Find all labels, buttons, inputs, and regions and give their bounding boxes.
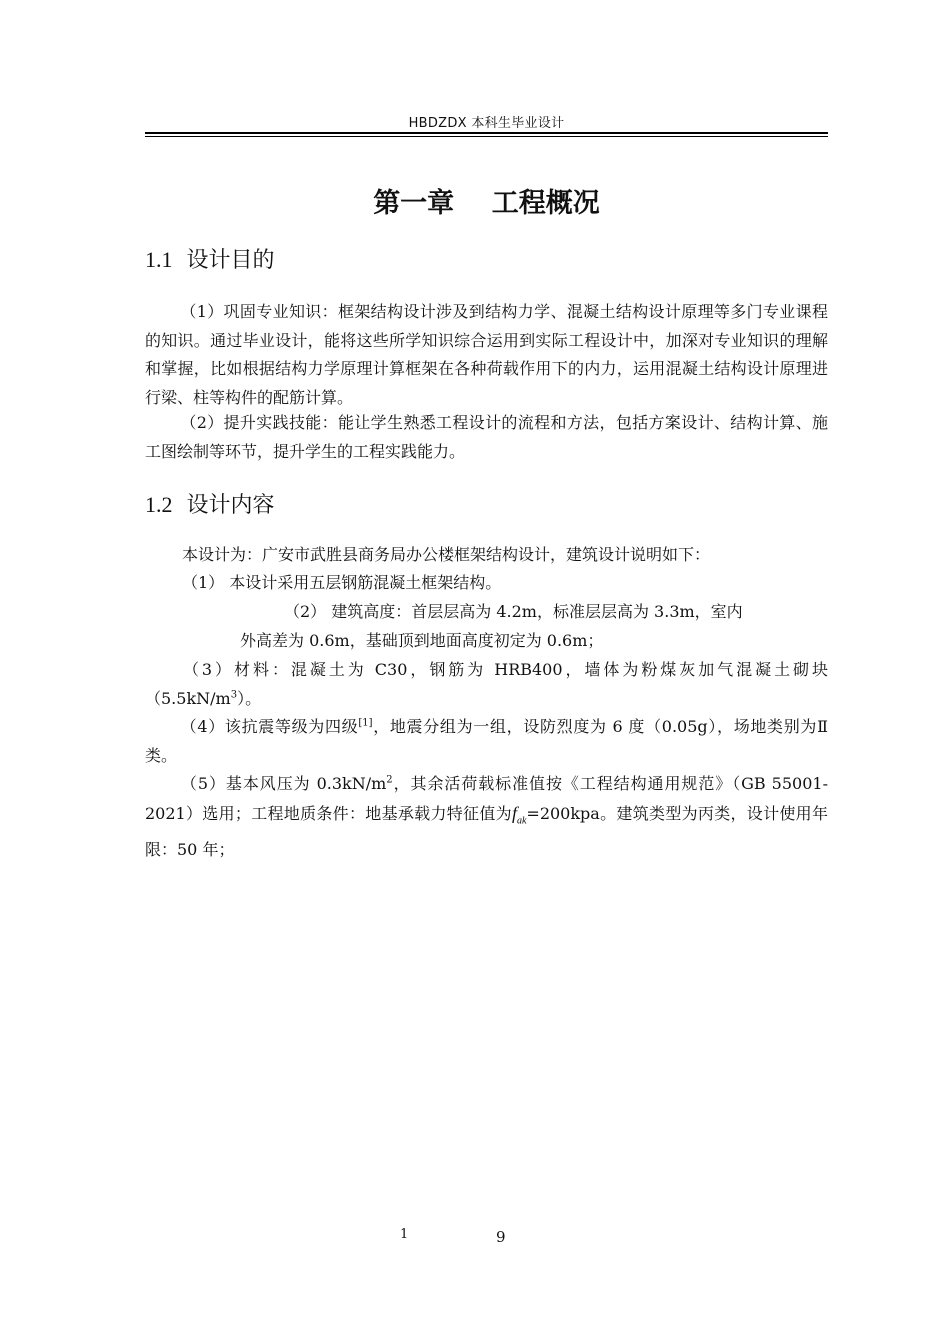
header-rule-thick bbox=[145, 132, 828, 134]
header-rule-thin bbox=[145, 136, 828, 137]
citation-ref: [1] bbox=[358, 717, 373, 729]
section-heading-1-2 bbox=[145, 488, 275, 519]
page-footer-left: 1 bbox=[400, 1227, 409, 1242]
design-intro-line: 本设计为：广安市武胜县商务局办公楼框架结构设计，建筑设计说明如下： bbox=[182, 545, 711, 564]
section-heading-1-1 bbox=[145, 243, 275, 274]
paragraph-practice-skills: （2）提升实践技能：能让学生熟悉工程设计的流程和方法，包括方案设计、结构计算、施工图绘制等环节，提升学生的工程实践能力。 bbox=[145, 413, 828, 461]
section-title: 设计内容 bbox=[186, 493, 275, 518]
chapter-title: 第一章 工程概况 bbox=[373, 188, 600, 219]
design-item-1: （1） 本设计采用五层钢筋混凝土框架结构。 bbox=[182, 573, 502, 592]
section-number: 1.2 bbox=[145, 492, 173, 517]
bearing-capacity-symbol: $f_{ak}$ bbox=[511, 802, 527, 827]
design-item-2-line-1: （2） 建筑高度：首层层高为 4.2m，标准层层高为 3.3m，室内 bbox=[284, 602, 743, 621]
design-item-3: （3）材料：混凝土为 C30，钢筋为 HRB400，墙体为粉煤灰加气混凝土砌块$(5.5kN/m^3)$。 bbox=[145, 660, 828, 708]
paragraph-consolidate-knowledge: （1）巩固专业知识：框架结构设计涉及到结构力学、混凝土结构设计原理等多门专业课程的知识。通过毕业设计，能将这些所学知识综合运用到实际工程设计中，加深对专业知识的理解和掌握，比如根据结构力学原理计算框架在各种荷载作用下的内力，运用混凝土结构设计原理进行梁、柱等构件的配筋计算。 bbox=[145, 302, 828, 407]
page-header: HBDZDX 本科生毕业设计 bbox=[408, 116, 565, 131]
design-item-4: （4）该抗震等级为四级[1]，地震分组为一组，设防烈度为 6 度（0.05g），场地类别为Ⅱ类。 bbox=[145, 717, 828, 765]
section-number: 1.1 bbox=[145, 247, 173, 272]
page-number: 9 bbox=[496, 1228, 506, 1246]
design-item-5: （5）基本风压为 $0.3kN/m^2$，其余活荷载标准值按《工程结构通用规范》（GB 55001-2021）选用；工程地质条件：地基承载力特征值为$f_{ak}=200kpa$。建筑类型为丙类，设计使用年限：50 年； bbox=[145, 774, 828, 859]
section-title: 设计目的 bbox=[186, 248, 275, 273]
design-item-2-line-2: 外高差为 0.6m，基础顶到地面高度初定为 0.6m； bbox=[240, 631, 604, 650]
